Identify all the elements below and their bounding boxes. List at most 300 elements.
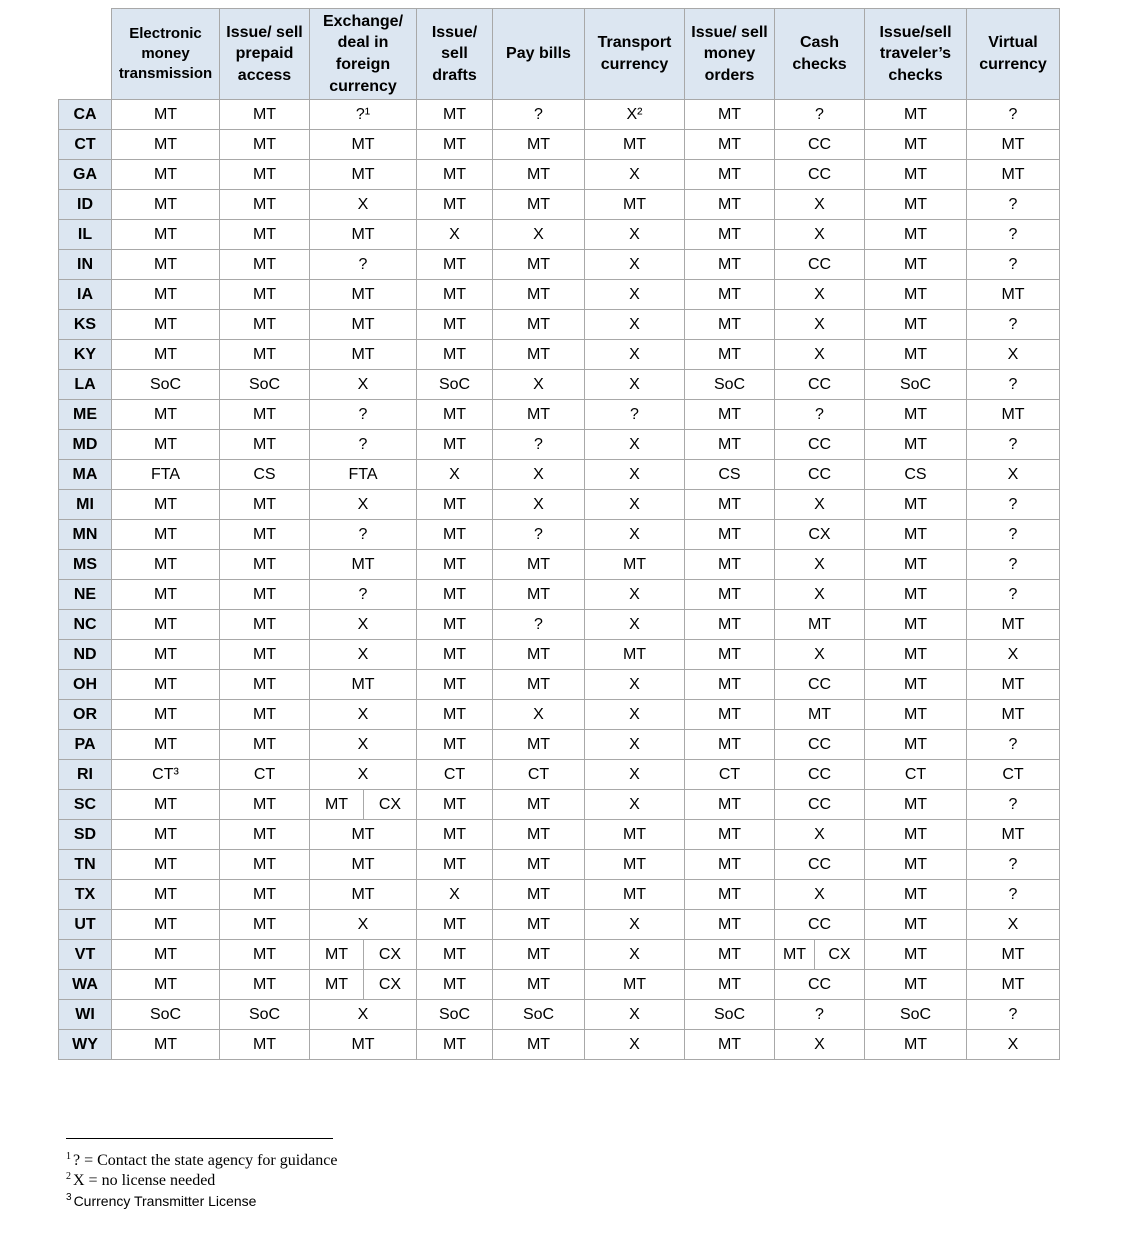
table-cell: MT xyxy=(865,250,967,280)
table-cell: MT xyxy=(310,850,417,880)
table-row xyxy=(59,1000,1060,1030)
column-header: Exchange/ deal in foreign currency xyxy=(310,9,417,100)
table-cell: ? xyxy=(310,430,417,460)
state-code: TX xyxy=(59,880,112,910)
table-cell: MT xyxy=(112,880,220,910)
table-cell: X xyxy=(585,760,685,790)
table-cell: MT xyxy=(220,700,310,730)
table-cell: MT xyxy=(685,160,775,190)
table-cell: MT xyxy=(220,910,310,940)
table-cell: X xyxy=(585,1030,685,1060)
table-cell: ? xyxy=(775,100,865,130)
table-cell: X xyxy=(775,820,865,850)
footnotes xyxy=(66,1138,337,1211)
state-code: WI xyxy=(59,1000,112,1030)
table-cell: X xyxy=(775,280,865,310)
table-cell: MT xyxy=(685,880,775,910)
table-cell: MT xyxy=(493,400,585,430)
table-cell-split: MT xyxy=(775,940,815,970)
table-cell: CT xyxy=(967,760,1060,790)
table-cell: MT xyxy=(585,820,685,850)
table-cell: CC xyxy=(775,130,865,160)
table-cell: MT xyxy=(417,970,493,1000)
table-cell: MT xyxy=(417,1030,493,1060)
state-code: SC xyxy=(59,790,112,820)
table-cell: X xyxy=(585,340,685,370)
table-cell: X xyxy=(310,760,417,790)
table-cell: MT xyxy=(493,130,585,160)
table-cell: SoC xyxy=(112,1000,220,1030)
table-cell: MT xyxy=(685,850,775,880)
table-cell: MT xyxy=(112,940,220,970)
state-code: KY xyxy=(59,340,112,370)
table-cell: X xyxy=(585,370,685,400)
table-cell: MT xyxy=(310,550,417,580)
table-cell: MT xyxy=(220,670,310,700)
table-cell: MT xyxy=(310,1030,417,1060)
table-cell: X xyxy=(585,460,685,490)
table-cell: CC xyxy=(775,250,865,280)
table-cell-split: CX xyxy=(364,970,417,1000)
table-cell: X xyxy=(585,670,685,700)
table-cell: MT xyxy=(865,910,967,940)
table-cell: MT xyxy=(112,310,220,340)
state-code: KS xyxy=(59,310,112,340)
table-cell: MT xyxy=(493,850,585,880)
table-cell: X xyxy=(585,940,685,970)
table-cell: MT xyxy=(417,100,493,130)
column-header: Virtual currency xyxy=(967,9,1060,100)
table-cell: ? xyxy=(775,1000,865,1030)
table-row xyxy=(59,550,1060,580)
table-cell: MT xyxy=(865,190,967,220)
table-cell: MT xyxy=(685,100,775,130)
table-row xyxy=(59,280,1060,310)
table-cell: X xyxy=(493,220,585,250)
table-cell: MT xyxy=(967,940,1060,970)
table-cell: MT xyxy=(112,700,220,730)
table-cell: CC xyxy=(775,760,865,790)
table-cell: X xyxy=(585,580,685,610)
table-row xyxy=(59,100,1060,130)
table-cell: SoC xyxy=(112,370,220,400)
column-header: Issue/ sell prepaid access xyxy=(220,9,310,100)
table-cell: X xyxy=(775,880,865,910)
table-cell: X xyxy=(775,490,865,520)
state-code: UT xyxy=(59,910,112,940)
table-row xyxy=(59,970,1060,1000)
table-cell: ? xyxy=(967,580,1060,610)
table-cell: MT xyxy=(493,910,585,940)
table-cell: X xyxy=(967,1030,1060,1060)
table-row xyxy=(59,490,1060,520)
table-row xyxy=(59,400,1060,430)
table-cell: MT xyxy=(417,490,493,520)
table-cell: MT xyxy=(865,940,967,970)
table-cell: MT xyxy=(220,220,310,250)
table-cell: X xyxy=(775,340,865,370)
table-cell: MT xyxy=(220,520,310,550)
table-cell: MT xyxy=(967,610,1060,640)
table-cell: MT xyxy=(220,580,310,610)
table-row xyxy=(59,700,1060,730)
table-cell: MT xyxy=(417,520,493,550)
table-cell: MT xyxy=(493,250,585,280)
state-code: MA xyxy=(59,460,112,490)
table-cell: MT xyxy=(417,700,493,730)
table-cell: MT xyxy=(112,970,220,1000)
header-row xyxy=(59,9,1060,100)
table-cell: CT³ xyxy=(112,760,220,790)
table-cell: MT xyxy=(685,220,775,250)
table-cell: MT xyxy=(417,940,493,970)
table-cell: X xyxy=(310,610,417,640)
table-cell: MT xyxy=(967,670,1060,700)
table-cell: MT xyxy=(417,550,493,580)
table-row xyxy=(59,370,1060,400)
table-cell: MT xyxy=(112,130,220,160)
table-cell: ? xyxy=(967,730,1060,760)
table-cell: MT xyxy=(865,100,967,130)
table-cell: X xyxy=(310,370,417,400)
table-cell: MT xyxy=(417,910,493,940)
table-cell: MT xyxy=(865,790,967,820)
table-cell-split: CX xyxy=(815,940,865,970)
table-cell: X xyxy=(585,910,685,940)
table-cell: ? xyxy=(967,1000,1060,1030)
table-cell: ? xyxy=(967,190,1060,220)
table-cell: MT xyxy=(685,550,775,580)
footnote-2 xyxy=(66,1171,337,1191)
table-cell: CC xyxy=(775,430,865,460)
state-code: IA xyxy=(59,280,112,310)
table-cell: MT xyxy=(493,880,585,910)
column-header: Electronic money transmission xyxy=(112,9,220,100)
table-cell: MT xyxy=(865,970,967,1000)
column-header: Transport currency xyxy=(585,9,685,100)
table-cell: MT xyxy=(417,310,493,340)
table-cell-split: CX xyxy=(364,790,417,820)
table-cell: MT xyxy=(112,910,220,940)
table-cell: X xyxy=(585,310,685,340)
table-cell: MT xyxy=(112,340,220,370)
table-cell: MT xyxy=(685,430,775,460)
table-cell: MT xyxy=(865,640,967,670)
state-code: MI xyxy=(59,490,112,520)
table-cell: X xyxy=(775,580,865,610)
table-cell: X xyxy=(967,340,1060,370)
table-cell: MT xyxy=(685,640,775,670)
column-header: Issue/ sell money orders xyxy=(685,9,775,100)
table-cell: MT xyxy=(417,610,493,640)
table-cell: CC xyxy=(775,460,865,490)
table-cell: MT xyxy=(685,1030,775,1060)
table-cell: MT xyxy=(417,280,493,310)
state-code: ID xyxy=(59,190,112,220)
table-cell: MT xyxy=(685,250,775,280)
table-cell: X xyxy=(585,280,685,310)
table-cell: ? xyxy=(967,220,1060,250)
table-cell: X xyxy=(775,1030,865,1060)
table-cell: MT xyxy=(865,310,967,340)
table-cell: MT xyxy=(112,550,220,580)
table-cell: MT xyxy=(493,730,585,760)
table-cell: MT xyxy=(220,970,310,1000)
table-cell: MT xyxy=(967,700,1060,730)
table-cell: X xyxy=(585,160,685,190)
table-row xyxy=(59,610,1060,640)
table-cell: X xyxy=(775,220,865,250)
table-cell: ? xyxy=(967,850,1060,880)
table-cell: ? xyxy=(967,550,1060,580)
table-cell: MT xyxy=(220,820,310,850)
table-cell: MT xyxy=(685,280,775,310)
column-header: Issue/ sell drafts xyxy=(417,9,493,100)
table-cell: MT xyxy=(112,610,220,640)
table-cell: MT xyxy=(685,970,775,1000)
table-cell: X xyxy=(310,910,417,940)
table-cell: ? xyxy=(967,250,1060,280)
table-cell: MT xyxy=(775,700,865,730)
license-requirements-table xyxy=(58,8,1060,1060)
state-code: GA xyxy=(59,160,112,190)
table-cell: X xyxy=(310,730,417,760)
table-cell: MT xyxy=(493,340,585,370)
table-cell: MT xyxy=(417,430,493,460)
table-cell: X xyxy=(585,250,685,280)
table-cell: SoC xyxy=(685,370,775,400)
table-cell: MT xyxy=(417,580,493,610)
table-cell: MT xyxy=(220,160,310,190)
table-cell: MT xyxy=(685,490,775,520)
table-cell: CS xyxy=(220,460,310,490)
table-cell: ? xyxy=(310,520,417,550)
table-cell: ? xyxy=(967,490,1060,520)
table-cell: ? xyxy=(493,100,585,130)
table-cell: MT xyxy=(220,340,310,370)
table-row xyxy=(59,940,1060,970)
table-cell: ? xyxy=(967,520,1060,550)
table-cell: MT xyxy=(417,250,493,280)
state-code: MD xyxy=(59,430,112,460)
table-cell: X xyxy=(310,640,417,670)
table-cell: CT xyxy=(417,760,493,790)
table-cell: CT xyxy=(685,760,775,790)
state-code: CA xyxy=(59,100,112,130)
table-cell: ? xyxy=(967,100,1060,130)
table-cell: MT xyxy=(112,250,220,280)
state-code: MN xyxy=(59,520,112,550)
table-cell: MT xyxy=(865,820,967,850)
table-cell: ? xyxy=(310,580,417,610)
table-cell: MT xyxy=(865,520,967,550)
table-cell: X xyxy=(775,640,865,670)
table-cell: ? xyxy=(493,610,585,640)
table-cell: MT xyxy=(493,1030,585,1060)
table-cell: MT xyxy=(220,490,310,520)
table-cell: MT xyxy=(220,1030,310,1060)
table-cell: MT xyxy=(865,550,967,580)
table-cell: MT xyxy=(685,610,775,640)
table-cell: SoC xyxy=(865,370,967,400)
table-cell: MT xyxy=(967,970,1060,1000)
table-row xyxy=(59,1030,1060,1060)
footnote-mark: 1 xyxy=(66,1150,71,1162)
table-cell-split: CX xyxy=(364,940,417,970)
table-cell: MT xyxy=(220,940,310,970)
table-row xyxy=(59,310,1060,340)
table-cell: MT xyxy=(220,400,310,430)
table-cell: MT xyxy=(685,340,775,370)
table-cell: CC xyxy=(775,910,865,940)
table-cell: X² xyxy=(585,100,685,130)
table-cell: MT xyxy=(585,130,685,160)
table-cell: MT xyxy=(865,1030,967,1060)
table-cell: MT xyxy=(310,220,417,250)
table-cell: MT xyxy=(493,580,585,610)
table-cell: MT xyxy=(220,790,310,820)
table-cell: MT xyxy=(220,190,310,220)
table-cell: X xyxy=(585,430,685,460)
footnote-divider xyxy=(66,1138,333,1139)
table-cell: ? xyxy=(967,370,1060,400)
table-cell: ? xyxy=(775,400,865,430)
table-cell: ? xyxy=(493,430,585,460)
table-cell: MT xyxy=(585,880,685,910)
table-cell: ? xyxy=(310,250,417,280)
table-cell: X xyxy=(775,190,865,220)
table-cell: MT xyxy=(685,790,775,820)
table-cell: MT xyxy=(865,610,967,640)
table-cell: MT xyxy=(220,130,310,160)
table-cell: MT xyxy=(865,850,967,880)
table-cell: MT xyxy=(493,190,585,220)
table-cell: ? xyxy=(310,400,417,430)
table-cell: MT xyxy=(685,130,775,160)
table-cell: MT xyxy=(220,430,310,460)
table-cell: ?¹ xyxy=(310,100,417,130)
table-cell: CT xyxy=(220,760,310,790)
table-row xyxy=(59,670,1060,700)
table-cell: MT xyxy=(685,580,775,610)
table-cell: MT xyxy=(865,670,967,700)
table-cell: X xyxy=(310,1000,417,1030)
table-cell: MT xyxy=(310,880,417,910)
table-cell: MT xyxy=(112,790,220,820)
table-row xyxy=(59,520,1060,550)
table-cell: X xyxy=(585,700,685,730)
table-cell: MT xyxy=(685,670,775,700)
table-cell: MT xyxy=(493,550,585,580)
table-cell: X xyxy=(775,550,865,580)
table-row xyxy=(59,760,1060,790)
footnote-1 xyxy=(66,1151,337,1171)
table-cell: MT xyxy=(417,400,493,430)
table-cell: MT xyxy=(220,310,310,340)
table-cell: CC xyxy=(775,790,865,820)
table-cell: MT xyxy=(493,670,585,700)
table-cell: MT xyxy=(112,640,220,670)
table-cell: MT xyxy=(967,160,1060,190)
table-cell: MT xyxy=(967,400,1060,430)
state-code: MS xyxy=(59,550,112,580)
table-cell: MT xyxy=(417,640,493,670)
footnote-text: X = no license needed xyxy=(73,1172,216,1189)
table-cell: MT xyxy=(112,1030,220,1060)
column-header: Pay bills xyxy=(493,9,585,100)
table-cell: MT xyxy=(865,880,967,910)
table-cell: MT xyxy=(417,190,493,220)
table-cell: MT xyxy=(585,850,685,880)
table-cell: MT xyxy=(685,310,775,340)
table-row xyxy=(59,580,1060,610)
footnote-text: Currency Transmitter License xyxy=(73,1193,257,1209)
table-cell: MT xyxy=(310,160,417,190)
table-cell: MT xyxy=(112,220,220,250)
table-cell: MT xyxy=(865,400,967,430)
table-cell: MT xyxy=(112,580,220,610)
table-cell: CX xyxy=(775,520,865,550)
table-row xyxy=(59,160,1060,190)
table-cell: X xyxy=(310,490,417,520)
table-cell: MT xyxy=(112,400,220,430)
state-code: LA xyxy=(59,370,112,400)
table-cell: FTA xyxy=(310,460,417,490)
table-row xyxy=(59,640,1060,670)
table-cell: MT xyxy=(865,580,967,610)
table-cell: MT xyxy=(220,250,310,280)
table-cell: SoC xyxy=(493,1000,585,1030)
state-code: IN xyxy=(59,250,112,280)
state-code: CT xyxy=(59,130,112,160)
table-cell: ? xyxy=(967,310,1060,340)
table-cell: MT xyxy=(967,820,1060,850)
table-cell: X xyxy=(967,640,1060,670)
footnote-mark: 2 xyxy=(66,1170,71,1182)
state-code: NC xyxy=(59,610,112,640)
table-row xyxy=(59,340,1060,370)
table-cell: MT xyxy=(865,430,967,460)
table-cell: CC xyxy=(775,730,865,760)
table-cell: MT xyxy=(493,160,585,190)
table-cell: MT xyxy=(493,820,585,850)
table-row xyxy=(59,910,1060,940)
table-cell: SoC xyxy=(417,1000,493,1030)
table-cell: MT xyxy=(417,160,493,190)
table-cell: MT xyxy=(310,670,417,700)
table-cell: CC xyxy=(775,370,865,400)
table-cell: MT xyxy=(220,610,310,640)
column-header: Issue/sell traveler’s checks xyxy=(865,9,967,100)
table-cell: CC xyxy=(775,970,865,1000)
table-cell: MT xyxy=(685,400,775,430)
table-cell: MT xyxy=(967,280,1060,310)
table-cell: ? xyxy=(493,520,585,550)
state-code: SD xyxy=(59,820,112,850)
state-code: WA xyxy=(59,970,112,1000)
table-cell: X xyxy=(967,460,1060,490)
table-cell: CC xyxy=(775,850,865,880)
table-cell: MT xyxy=(685,910,775,940)
table-row xyxy=(59,220,1060,250)
table-cell: MT xyxy=(220,100,310,130)
table-cell: MT xyxy=(112,730,220,760)
table-cell: MT xyxy=(220,850,310,880)
table-cell: X xyxy=(585,520,685,550)
table-cell: MT xyxy=(112,160,220,190)
table-cell: SoC xyxy=(220,370,310,400)
table-cell: MT xyxy=(585,970,685,1000)
